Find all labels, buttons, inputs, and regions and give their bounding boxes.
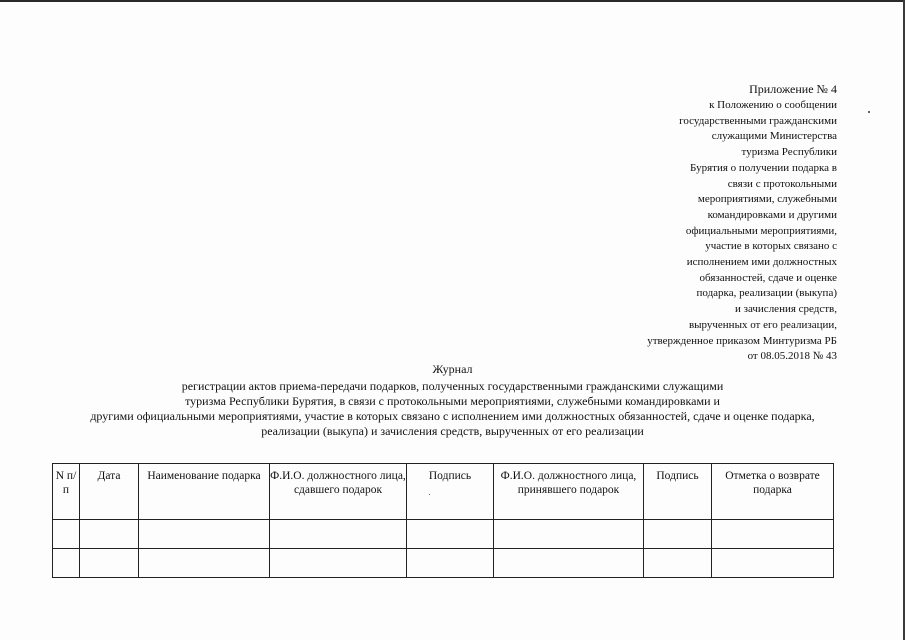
table-cell [270, 520, 407, 549]
appendix-date-line: от 08.05.2018 № 43 [747, 350, 837, 363]
appendix-line: подарка, реализации (выкупа) [696, 287, 837, 300]
appendix-line: к Положению о сообщении [709, 99, 837, 111]
appendix-line: утвержденное приказом Минтуризма РБ [647, 334, 837, 347]
column-header-signature-giver: Подпись [407, 464, 494, 520]
table-cell [139, 549, 270, 578]
table-cell [80, 549, 139, 578]
column-header-signature-receiver: Подпись [644, 464, 712, 520]
table-cell [494, 520, 644, 549]
table-cell [53, 520, 80, 549]
gift-register-table [52, 463, 834, 578]
table-row [53, 520, 834, 549]
appendix-line: и зачисления средств, [734, 303, 837, 316]
scan-speck [868, 111, 870, 113]
appendix-line: официальными мероприятиями, [685, 224, 837, 237]
table-cell [270, 549, 407, 578]
appendix-line: мероприятиями, служебными [697, 193, 837, 206]
appendix-line: служащими Министерства [711, 130, 837, 143]
table-row [53, 549, 834, 578]
column-header-received-by: Ф.И.О. должностного лица, принявшего подарок [494, 464, 644, 520]
journal-subtitle-line: регистрации актов приема-передачи подарков, полученных государственными гражданскими служащими [181, 379, 724, 393]
scan-edge-top [0, 0, 905, 2]
appendix-line: командировками и другими [707, 208, 837, 221]
column-header-number: N п/п [53, 464, 80, 520]
table-cell [407, 549, 494, 578]
appendix-line: вырученных от его реализации, [688, 318, 837, 331]
journal-subtitle-line: другими официальными мероприятиями, участие в которых связано с исполнением ими должностных обязанностей, сдаче и оценке подарка, [90, 409, 815, 423]
table-cell [53, 549, 80, 578]
table-header-row [53, 464, 834, 520]
appendix-line: связи с протокольными [727, 177, 837, 190]
table-cell [712, 520, 834, 549]
column-header-handed-over-by: Ф.И.О. должностного лица, сдавшего подарок [270, 464, 407, 520]
appendix-line: исполнением ими должностных [686, 256, 837, 269]
appendix-line: туризма Республики [741, 146, 837, 159]
appendix-line: Бурятия о получении подарка в [690, 161, 837, 174]
appendix-title: Приложение № 4 [749, 82, 837, 96]
appendix-line: участие в которых связано с [705, 240, 837, 253]
table-cell [644, 520, 712, 549]
journal-subtitle-line: реализации (выкупа) и зачисления средств, вырученных от его реализации [261, 424, 644, 438]
column-header-return-mark: Отметка о возврате подарка [712, 464, 834, 520]
table-cell [139, 520, 270, 549]
appendix-note [577, 81, 837, 365]
appendix-line: государственными гражданскими [679, 114, 837, 127]
column-header-gift-name: Наименование подарка [139, 464, 270, 520]
journal-subtitle-line: туризма Республики Бурятия, в связи с протокольными мероприятиями, служебными командировками и [185, 394, 720, 408]
journal-title-block [0, 362, 905, 439]
table-cell [712, 549, 834, 578]
appendix-line: обязанностей, сдаче и оценке [699, 271, 837, 284]
journal-heading: Журнал [432, 362, 473, 376]
table-cell [407, 520, 494, 549]
table-cell [80, 520, 139, 549]
column-header-date: Дата [80, 464, 139, 520]
table-cell [494, 549, 644, 578]
table-cell [644, 549, 712, 578]
